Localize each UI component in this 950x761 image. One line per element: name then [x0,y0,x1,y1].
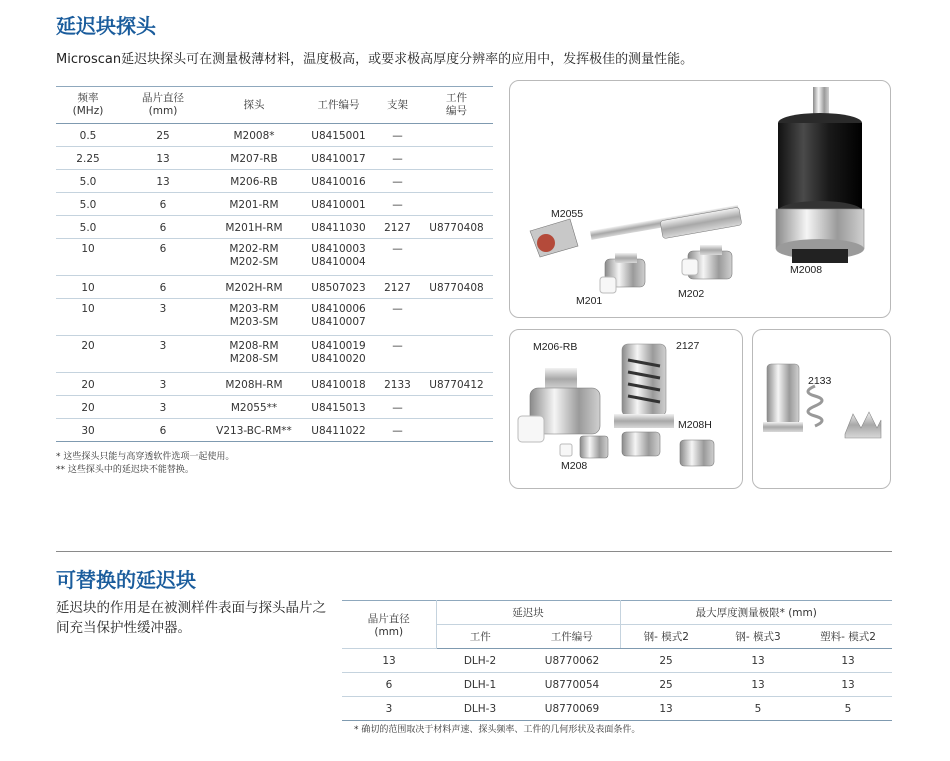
cell-frequency: 5.0 [56,216,120,239]
m2008-probe-image [776,87,864,263]
cell-frequency: 10 [56,239,120,276]
cell-part-number: U8770069 [524,697,620,721]
label-2127: 2127 [676,340,700,352]
table-row [56,124,493,147]
cell-plastic-mode2: 13 [804,673,892,697]
m206-m208-photo [510,330,742,488]
cell-probe: M208H-RM [206,373,302,396]
cell-holder-part-number [420,419,493,442]
cell-steel-mode2: 25 [620,649,712,673]
m208h-probe-image [622,432,714,466]
col-header-part: 工件 [436,625,524,649]
cell-part-number: U8410006 U8410007 [302,299,375,336]
cell-holder-part-number [420,299,493,336]
cell-holder: — [375,419,420,442]
cell-holder-part-number: U8770412 [420,373,493,396]
cell-part-number: U8411022 [302,419,375,442]
cell-probe: M207-RB [206,147,302,170]
cell-part: DLH-3 [436,697,524,721]
cell-steel-mode2: 25 [620,673,712,697]
holder-2127-image [614,344,674,428]
cell-frequency: 10 [56,276,120,299]
table-row [56,193,493,216]
cell-holder: — [375,124,420,147]
label-m208h: M208H [678,419,712,431]
cell-element-diameter: 6 [120,276,206,299]
cell-part-number: U8507023 [302,276,375,299]
cell-frequency: 5.0 [56,193,120,216]
label-m201: M201 [576,295,603,307]
table-row [56,216,493,239]
cell-element-diameter: 13 [342,649,436,673]
cell-part-number: U8415001 [302,124,375,147]
cell-frequency: 2.25 [56,147,120,170]
cell-plastic-mode2: 5 [804,697,892,721]
table-row [56,373,493,396]
cell-element-diameter: 6 [120,193,206,216]
cell-holder-part-number [420,336,493,373]
cell-part: DLH-1 [436,673,524,697]
cell-part-number: U8770054 [524,673,620,697]
m201-probe-image [600,253,645,293]
cell-part-number: U8411030 [302,216,375,239]
col-header-steel-mode2: 钢- 模式2 [620,625,712,649]
cell-holder-part-number [420,147,493,170]
col-header-probe: 探头 [206,87,302,124]
cell-probe: V213-BC-RM** [206,419,302,442]
col-header-part-number: 工件编号 [302,87,375,124]
table-row [342,649,892,673]
table-row [56,396,493,419]
cell-element-diameter: 6 [120,216,206,239]
cell-part-number: U8410003 U8410004 [302,239,375,276]
probe-spec-table [56,86,493,442]
col-header-frequency: 频率 (MHz) [56,87,120,124]
cell-probe: M208-RM M208-SM [206,336,302,373]
cell-holder: — [375,170,420,193]
cell-probe: M203-RM M203-SM [206,299,302,336]
cell-part-number: U8410019 U8410020 [302,336,375,373]
cell-element-diameter: 3 [120,299,206,336]
cell-probe: M206-RB [206,170,302,193]
cell-element-diameter: 6 [120,239,206,276]
cell-holder: 2127 [375,276,420,299]
table-header-row [56,87,493,124]
label-m202: M202 [678,288,705,300]
section-title-replaceable-delay-lines: 可替换的延迟块 [56,568,196,592]
cell-holder-part-number [420,193,493,216]
photo-panel-probes-main [509,80,891,318]
table-row [56,419,493,442]
holder-2133-photo [753,330,890,488]
cell-holder: — [375,299,420,336]
cell-part-number: U8415013 [302,396,375,419]
cell-holder: 2127 [375,216,420,239]
table-row [56,239,493,276]
section-intro: Microscan延迟块探头可在测量极薄材料，温度极高，或要求极高厚度分辨率的应用中，发挥极佳的测量性能。 [56,52,694,67]
table-row [56,336,493,373]
section-divider [56,551,892,552]
m208-probe-image [560,436,608,458]
table-row [56,170,493,193]
col-header-plastic-mode2: 塑料- 模式2 [804,625,892,649]
col-header-steel-mode3: 钢- 模式3 [712,625,804,649]
table-row [56,276,493,299]
cell-element-diameter: 6 [342,673,436,697]
col-header-delay-line: 延迟块 [436,601,620,625]
cell-holder-part-number [420,124,493,147]
probe-photo [510,81,890,317]
label-m208: M208 [561,460,588,472]
cell-part-number: U8410018 [302,373,375,396]
cell-probe: M201-RM [206,193,302,216]
cell-element-diameter: 13 [120,147,206,170]
table-row [342,673,892,697]
col-header-element-diameter: 晶片直径 (mm) [342,601,436,649]
cell-holder: — [375,396,420,419]
cell-holder-part-number: U8770408 [420,276,493,299]
table-row [56,299,493,336]
cell-frequency: 5.0 [56,170,120,193]
label-m2008: M2008 [790,264,823,276]
cell-element-diameter: 3 [120,373,206,396]
cell-probe: M202-RM M202-SM [206,239,302,276]
cell-holder-part-number [420,239,493,276]
col-header-holder: 支架 [375,87,420,124]
footnote-non-replaceable: ** 这些探头中的延迟块不能替换。 [56,465,194,475]
section2-intro: 延迟块的作用是在被测样件表面与探头晶片之间充当保护性缓冲器。 [56,600,326,636]
table-row [56,147,493,170]
cell-probe: M2055** [206,396,302,419]
label-m2055: M2055 [551,208,584,220]
cell-frequency: 30 [56,419,120,442]
label-2133: 2133 [808,375,832,387]
cell-frequency: 10 [56,299,120,336]
footnote-high-penetration: * 这些探头只能与高穿透软件选项一起使用。 [56,452,235,462]
cell-part-number: U8410016 [302,170,375,193]
m206rb-probe-image [518,368,600,442]
cell-element-diameter: 25 [120,124,206,147]
cell-frequency: 20 [56,373,120,396]
cell-holder: — [375,239,420,276]
cell-frequency: 20 [56,396,120,419]
cell-element-diameter: 3 [120,336,206,373]
footnote-range-conditions: * 确切的范围取决于材料声速、探头频率、工件的几何形状及表面条件。 [354,725,641,735]
cell-probe: M2008* [206,124,302,147]
table-row [342,697,892,721]
col-header-part-number: 工件编号 [524,625,620,649]
delay-line-table [342,600,892,721]
cell-probe: M202H-RM [206,276,302,299]
m202-probe-image [682,245,732,279]
cell-holder-part-number [420,170,493,193]
col-header-element-diameter: 晶片直径 (mm) [120,87,206,124]
cell-holder-part-number: U8770408 [420,216,493,239]
section-title-delay-line-probes: 延迟块探头 [56,14,156,38]
cell-steel-mode3: 5 [712,697,804,721]
cell-holder: — [375,147,420,170]
cell-part-number: U8770062 [524,649,620,673]
cell-frequency: 20 [56,336,120,373]
cell-part-number: U8410017 [302,147,375,170]
cell-element-diameter: 3 [120,396,206,419]
cell-steel-mode3: 13 [712,673,804,697]
cell-holder: — [375,193,420,216]
photo-panel-m206-m208 [509,329,743,489]
col-header-max-thickness: 最大厚度测量极限* (mm) [620,601,892,625]
cell-frequency: 0.5 [56,124,120,147]
cell-steel-mode2: 13 [620,697,712,721]
col-header-holder-part-number: 工件 编号 [420,87,493,124]
cell-element-diameter: 3 [342,697,436,721]
cell-plastic-mode2: 13 [804,649,892,673]
cell-holder-part-number [420,396,493,419]
cell-steel-mode3: 13 [712,649,804,673]
cell-probe: M201H-RM [206,216,302,239]
cell-holder: — [375,336,420,373]
cell-part: DLH-2 [436,649,524,673]
label-m206rb: M206-RB [533,341,578,353]
cell-holder: 2133 [375,373,420,396]
photo-panel-2133 [752,329,891,489]
cell-part-number: U8410001 [302,193,375,216]
cell-element-diameter: 13 [120,170,206,193]
cell-element-diameter: 6 [120,419,206,442]
